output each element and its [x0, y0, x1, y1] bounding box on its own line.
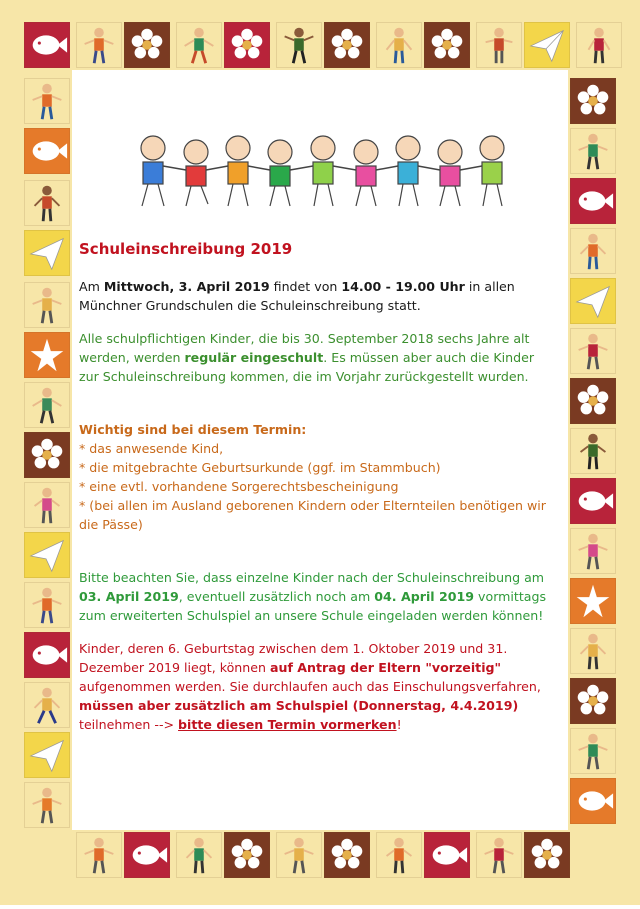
child-figure-tile — [24, 682, 70, 728]
fish-tile — [24, 632, 70, 678]
flower-tile — [124, 22, 170, 68]
child-figure-tile — [576, 22, 622, 68]
child-figure-tile — [570, 528, 616, 574]
child-figure-tile — [570, 128, 616, 174]
fish-tile — [24, 128, 70, 174]
paper-plane-tile — [24, 732, 70, 778]
child-figure-tile — [24, 582, 70, 628]
eligibility-paragraph: Alle schulpflichtigen Kinder, die bis 30. September 2018 sechs Jahre alt werden, werden regulär eingeschult. Es müssen aber auch die Kinder zur Schuleinschreibung kommen, die im Vorjahr zurückgestellt wurden. — [79, 331, 535, 384]
child-figure-tile — [76, 832, 122, 878]
early-enrollment-paragraph: Kinder, deren 6. Geburtstag zwischen dem 1. Oktober 2019 und 31. Dezember 2019 liegt, können auf Antrag der Eltern "vorzeitig" aufgenommen werden. Sie durchlaufen auch das Einschulungsverfahren, müssen aber zusätzlich am Schulspiel (Donnerstag, 4.4.2019) teilnehmen --> bitte diesen Termin vormerken! — [79, 641, 541, 732]
children-illustration — [128, 130, 518, 210]
event-date: Mittwoch, 3. April 2019 — [103, 279, 270, 294]
fish-tile — [570, 178, 616, 224]
invitation-paragraph: Bitte beachten Sie, dass einzelne Kinder nach der Schuleinschreibung am 03. April 2019, eventuell zusätzlich noch am 04. April 2019 vormittags zum erweiterten Schulspiel an unsere Schule eingeladen werden können! — [79, 570, 547, 623]
flower-tile — [570, 678, 616, 724]
flower-tile — [24, 432, 70, 478]
list-item: * die mitgebrachte Geburtsurkunde (ggf. im Stammbuch) — [79, 460, 441, 475]
reminder-link-text: bitte diesen Termin vormerken — [178, 717, 397, 732]
child-figure-tile — [24, 180, 70, 226]
child-figure-tile — [24, 78, 70, 124]
main-content — [79, 240, 551, 748]
fish-tile — [124, 832, 170, 878]
fish-tile — [24, 22, 70, 68]
child-figure-tile — [24, 482, 70, 528]
child-figure-tile — [376, 832, 422, 878]
fish-tile — [424, 832, 470, 878]
child-figure-tile — [76, 22, 122, 68]
child-figure-tile — [376, 22, 422, 68]
flower-tile — [570, 78, 616, 124]
event-time: 14.00 - 19.00 Uhr — [341, 279, 465, 294]
child-figure-tile — [570, 428, 616, 474]
list-item: * das anwesende Kind, — [79, 441, 224, 456]
requirements-heading: Wichtig sind bei diesem Termin: — [79, 422, 307, 437]
child-figure-tile — [276, 832, 322, 878]
fish-tile — [570, 478, 616, 524]
date-paragraph: Am Mittwoch, 3. April 2019 findet von 14.00 - 19.00 Uhr in allen Münchner Grundschulen die Schuleinschreibung statt. — [79, 279, 515, 313]
child-figure-tile — [476, 22, 522, 68]
paper-plane-tile — [524, 22, 570, 68]
child-figure-tile — [476, 832, 522, 878]
child-figure-tile — [570, 328, 616, 374]
child-figure-tile — [276, 22, 322, 68]
child-figure-tile — [570, 228, 616, 274]
list-item: * eine evtl. vorhandene Sorgerechtsbescheinigung — [79, 479, 399, 494]
child-figure-tile — [570, 628, 616, 674]
flower-tile — [424, 22, 470, 68]
requirements-list — [79, 420, 551, 534]
paper-plane-tile — [570, 278, 616, 324]
flower-tile — [224, 832, 270, 878]
flower-tile — [224, 22, 270, 68]
flower-tile — [524, 832, 570, 878]
list-item: * (bei allen im Ausland geborenen Kindern oder Elternteilen benötigen wir die Pässe) — [79, 498, 546, 532]
child-figure-tile — [570, 728, 616, 774]
paper-plane-tile — [24, 230, 70, 276]
flower-tile — [570, 378, 616, 424]
flower-tile — [324, 22, 370, 68]
child-figure-tile — [176, 832, 222, 878]
child-figure-tile — [24, 282, 70, 328]
fish-tile — [570, 778, 616, 824]
page-title: Schuleinschreibung 2019 — [79, 240, 293, 258]
flower-tile — [324, 832, 370, 878]
paper-plane-tile — [24, 532, 70, 578]
star-tile — [24, 332, 70, 378]
child-figure-tile — [24, 382, 70, 428]
child-figure-tile — [24, 782, 70, 828]
child-figure-tile — [176, 22, 222, 68]
star-tile — [570, 578, 616, 624]
